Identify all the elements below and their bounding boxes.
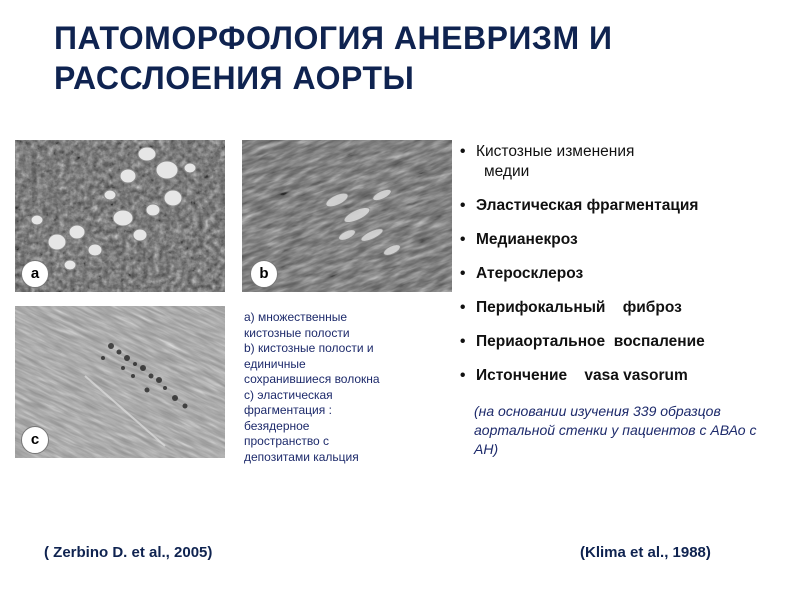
finding-text: Эластическая фрагментация bbox=[476, 197, 699, 214]
caption-line: сохранившиеся волокна bbox=[244, 372, 380, 386]
title-line-2: РАССЛОЕНИЯ АОРТЫ bbox=[54, 60, 415, 96]
slide-title bbox=[54, 18, 754, 98]
caption-line: депозитами кальция bbox=[244, 449, 359, 464]
histology-image-b bbox=[242, 140, 452, 292]
finding-text: Периаортальное воспаление bbox=[476, 333, 705, 350]
finding-item bbox=[460, 332, 790, 352]
finding-text: Истончение vasa vasorum bbox=[476, 367, 688, 384]
caption-line: b) кистозные полости и bbox=[244, 341, 374, 355]
histology-image-c bbox=[15, 306, 225, 458]
finding-item bbox=[460, 264, 790, 284]
caption-line: пространство с bbox=[244, 434, 330, 448]
caption-line: c) эластическая bbox=[244, 387, 333, 402]
finding-item bbox=[460, 196, 790, 216]
citation-right: (Klima et al., 1988) bbox=[580, 544, 711, 561]
finding-text: Атеросклероз bbox=[476, 265, 584, 282]
panel-label-c: c bbox=[21, 426, 49, 454]
finding-text: Кистозные изменения bbox=[476, 143, 635, 160]
finding-text: Перифокальный фиброз bbox=[476, 299, 682, 316]
caption-line: единичные bbox=[244, 356, 306, 371]
caption-line: кистозные полости bbox=[244, 325, 350, 340]
finding-text: медии bbox=[484, 163, 530, 180]
finding-item bbox=[460, 366, 790, 386]
study-note: (на основании изучения 339 образцов аортальной стенки у пациентов с АВАо с АН) bbox=[474, 403, 757, 457]
panel-label-b: b bbox=[250, 260, 278, 288]
caption-line: a) множественные bbox=[244, 310, 348, 324]
finding-text: Медианекроз bbox=[476, 231, 578, 248]
finding-item bbox=[460, 230, 790, 250]
caption-line: безядерное bbox=[244, 418, 310, 433]
title-line-1: ПАТОМОРФОЛОГИЯ АНЕВРИЗМ И bbox=[54, 20, 613, 56]
findings-list bbox=[460, 142, 790, 400]
image-caption bbox=[244, 310, 440, 465]
citation-left: ( Zerbino D. et al., 2005) bbox=[44, 544, 213, 561]
finding-item bbox=[460, 298, 790, 318]
finding-item bbox=[460, 142, 790, 182]
histology-image-a bbox=[15, 140, 225, 292]
caption-line: фрагментация : bbox=[244, 403, 332, 417]
panel-label-a: a bbox=[21, 260, 49, 288]
